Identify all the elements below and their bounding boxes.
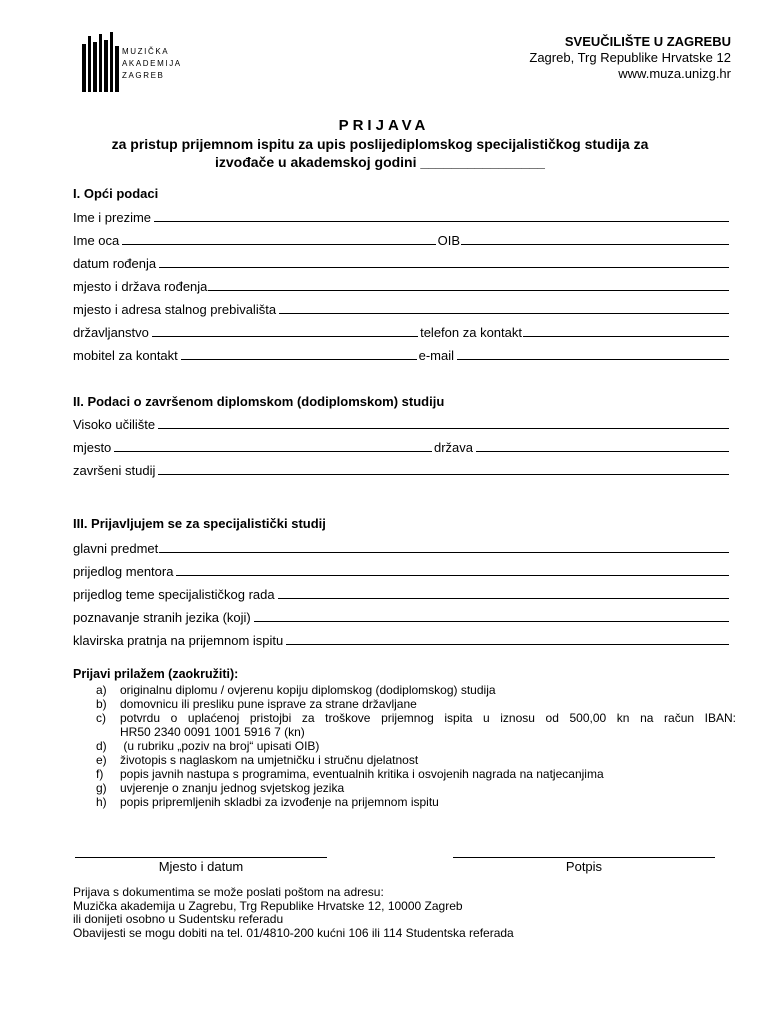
topic-label: prijedlog teme specijalističkog rada: [73, 587, 275, 602]
section-2-heading: II. Podaci o završenom diplomskom (dodiplomskom) studiju: [73, 394, 445, 409]
birth-place-label: mjesto i država rođenja: [73, 279, 208, 294]
name-label: Ime i prezime: [73, 210, 152, 225]
residence-field[interactable]: [279, 301, 729, 314]
section-3-heading: III. Prijavljujem se za specijalistički studij: [73, 516, 326, 531]
logo-text: MUZIČKA AKADEMIJA ZAGREB: [122, 47, 182, 80]
school-row: [73, 414, 731, 432]
main-subject-label: glavni predmet: [73, 541, 159, 556]
email-label: e-mail: [418, 348, 454, 363]
birth-date-label: datum rođenja: [73, 256, 157, 271]
mentor-field[interactable]: [176, 563, 729, 576]
languages-label: poznavanje stranih jezika (koji): [73, 610, 251, 625]
piano-label: klavirska pratnja na prijemnom ispitu: [73, 633, 284, 648]
topic-row: [73, 584, 731, 602]
father-oib-row: [73, 230, 731, 248]
oib-field[interactable]: [461, 232, 729, 245]
main-subject-field[interactable]: [159, 540, 729, 553]
university-address: Zagreb, Trg Republike Hrvatske 12: [529, 50, 731, 65]
birth-date-row: [73, 253, 731, 271]
place-field[interactable]: [114, 439, 432, 452]
birth-place-field[interactable]: [208, 278, 729, 291]
list-item[interactable]: c) potvrdu o uplaćenoj pristojbi za troškove prijemnog ispita u iznosu od 500,00 kn na račun IBAN: HR50 2340 0091 1001 5916 7 (kn): [96, 711, 736, 739]
country-label: država: [433, 440, 473, 455]
mentor-row: [73, 561, 731, 579]
university-name: SVEUČILIŠTE U ZAGREBU: [564, 34, 731, 49]
piano-field[interactable]: [286, 632, 729, 645]
languages-row: [73, 607, 731, 625]
birth-place-row: [73, 276, 731, 294]
footer-info: Prijava s dokumentima se može poslati poštom na adresu: Muzička akademija u Zagrebu, Trg Republike Hrvatske 12, 10000 Zagreb ili donijeti osobno u Sudentsku referadu Obavijesti se mogu dobiti na tel. 01/4810-200 kućni 106 ili 114 Studentska referada: [73, 885, 514, 940]
header-info: [529, 34, 731, 82]
place-date-line[interactable]: [75, 857, 327, 858]
residence-row: [73, 299, 731, 317]
name-row: [73, 207, 731, 225]
place-date-label: Mjesto i datum: [158, 859, 244, 874]
name-field[interactable]: [154, 209, 729, 222]
signature-line[interactable]: [453, 857, 715, 858]
mobile-label: mobitel za kontakt: [73, 348, 178, 363]
place-label: mjesto: [73, 440, 112, 455]
section-1-heading: I. Opći podaci: [73, 186, 159, 201]
birth-date-field[interactable]: [159, 255, 729, 268]
main-subject-row: [73, 538, 731, 556]
piano-row: [73, 630, 731, 648]
place-country-row: [73, 437, 731, 455]
study-label: završeni studij: [73, 463, 156, 478]
attachments-heading: Prijavi prilažem (zaokružiti):: [73, 667, 239, 681]
study-row: [73, 460, 731, 478]
university-website: www.muza.unizg.hr: [618, 66, 731, 81]
list-item[interactable]: a) originalnu diplomu / ovjerenu kopiju diplomskog (dodiplomskog) studija: [96, 683, 496, 697]
citizenship-label: državljanstvo: [73, 325, 149, 340]
list-item[interactable]: f) popis javnih nastupa s programima, eventualnih kritika i osvojenih nagrada na natjecanjima: [96, 767, 604, 781]
page-title: PRIJAVA: [338, 117, 430, 134]
signature-label: Potpis: [565, 859, 603, 874]
academy-logo: [80, 32, 200, 94]
topic-field[interactable]: [278, 586, 729, 599]
mentor-label: prijedlog mentora: [73, 564, 174, 579]
father-field[interactable]: [122, 232, 435, 245]
phone-field[interactable]: [523, 324, 729, 337]
study-field[interactable]: [158, 462, 729, 475]
attachments-list: [96, 683, 736, 809]
list-item[interactable]: d) (u rubriku „poziv na broj“ upisati OIB): [96, 739, 320, 753]
residence-label: mjesto i adresa stalnog prebivališta: [73, 302, 277, 317]
page-subtitle: za pristup prijemnom ispitu za upis poslijediplomskog specijalističkog studija za izvođače u akademskoj godini ________________: [111, 136, 649, 170]
father-label: Ime oca: [73, 233, 120, 248]
country-field[interactable]: [476, 439, 729, 452]
oib-label: OIB: [437, 233, 460, 248]
languages-field[interactable]: [254, 609, 729, 622]
school-label: Visoko učilište: [73, 417, 156, 432]
list-item[interactable]: h) popis pripremljenih skladbi za izvođenje na prijemnom ispitu: [96, 795, 439, 809]
mobile-email-row: [73, 345, 731, 363]
list-item[interactable]: e) životopis s naglaskom na umjetničku i stručnu djelatnost: [96, 753, 419, 767]
mobile-field[interactable]: [181, 347, 417, 360]
list-item[interactable]: g) uvjerenje o znanju jednog svjetskog jezika: [96, 781, 345, 795]
citizenship-phone-row: [73, 322, 731, 340]
list-item[interactable]: b) domovnicu ili presliku pune isprave za strane državljane: [96, 697, 417, 711]
school-field[interactable]: [158, 416, 729, 429]
email-field[interactable]: [457, 347, 729, 360]
phone-label: telefon za kontakt: [420, 325, 522, 340]
citizenship-field[interactable]: [152, 324, 418, 337]
